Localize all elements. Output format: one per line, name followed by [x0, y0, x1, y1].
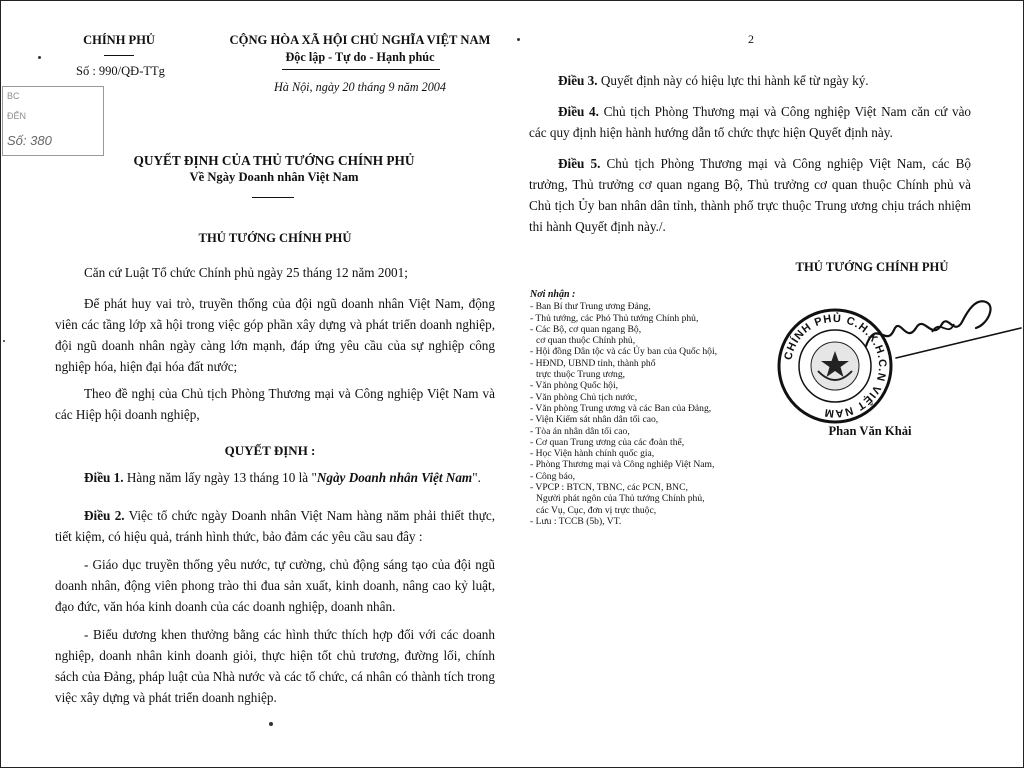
recipient-item: - Các Bộ, cơ quan ngang Bộ,: [530, 323, 642, 335]
article-4-label: Điều 4.: [558, 104, 599, 119]
article-2-label: Điều 2.: [84, 508, 125, 523]
recipient-item: cơ quan thuộc Chính phủ,: [536, 335, 636, 347]
recipient-item: các Vụ, Cục, đơn vị trực thuộc,: [536, 504, 657, 516]
place-date: Hà Nội, ngày 20 tháng 9 năm 2004: [274, 80, 446, 94]
article-1-text: Hàng năm lấy ngày 13 tháng 10 là ": [126, 470, 317, 485]
signer-title: THỦ TƯỚNG CHÍNH PHỦ: [795, 260, 949, 274]
seal-text: CHÍNH PHỦ C.H.X.H.C.N VIỆT NAM: [782, 312, 889, 420]
agency-underline: [104, 55, 134, 56]
recipient-item: - Thủ tướng, các Phó Thủ tướng Chính phủ,: [530, 312, 699, 324]
scan-speck: [269, 722, 273, 726]
motto-underline: [282, 69, 440, 70]
recipient-item: - Viện Kiểm sát nhân dân tối cao,: [530, 414, 659, 426]
recipient-item: - Cơ quan Trung ương của các đoàn thể,: [530, 436, 685, 448]
recipient-item: - Phòng Thương mại và Công nghiệp Việt Nam,: [530, 459, 715, 471]
recipient-item: - Hội đồng Dân tộc và các Ủy ban của Quốc hội,: [530, 346, 718, 358]
document-title: QUYẾT ĐỊNH CỦA THỦ TƯỚNG CHÍNH PHỦ: [133, 153, 415, 168]
decision-heading: QUYẾT ĐỊNH :: [224, 443, 316, 458]
article-3-label: Điều 3.: [558, 73, 598, 88]
recipient-item: - Tòa án nhân dân tối cao,: [530, 425, 630, 437]
legal-basis-2: Để phát huy vai trò, truyền thống của đội ngũ doanh nhân Việt Nam, động viên các tầng lớp xã hội trong việc góp phần xây dựng và phát triển doanh nghiệp, đội ngũ doanh nhân ngày càng lớn mạnh, đáp ứng yêu cầu của sự nghiệp công nghiệp hóa, hiện đại hóa đất nước;: [55, 296, 495, 374]
recipient-item: Người phát ngôn của Thủ tướng Chính phủ,: [536, 493, 705, 505]
article-3: [529, 70, 969, 91]
article-2: [55, 505, 495, 547]
article-2-item-a: - Giáo dục truyền thống yêu nước, tự cường, chủ động sáng tạo của đội ngũ doanh nhân, động viên phong trào thi đua sản xuất, kinh doanh, nâng cao kỷ luật, đạo đức, văn hóa kinh doanh của các doanh nghiệp, doanh nhân.: [55, 557, 495, 614]
page-number: 2: [748, 32, 754, 46]
article-5: [529, 153, 971, 237]
recipients-list: [530, 289, 780, 527]
received-stamp: [2, 86, 104, 156]
recipient-item: - HĐND, UBND tỉnh, thành phố: [530, 357, 656, 369]
recipient-item: - Văn phòng Trung ương và các Ban của Đảng,: [530, 402, 712, 414]
article-4-text: Chủ tịch Phòng Thương mại và Công nghiệp Việt Nam căn cứ vào các quy định hiện hành hướng dẫn tổ chức thực hiện Quyết định này.: [529, 104, 972, 140]
article-5-text: Chủ tịch Phòng Thương mại và Công nghiệp Việt Nam, các Bộ trưởng, Thủ trưởng cơ quan ngang Bộ, Thủ trưởng cơ quan thuộc Chính phủ và Chủ tịch Ủy ban nhân dân tỉnh, thành phố trực thuộc Trung ương chịu trách nhiệm thi hành Quyết định này./.: [529, 156, 972, 234]
agency-name: CHÍNH PHỦ: [83, 33, 155, 47]
stamp-line-1: BC: [7, 91, 20, 101]
article-2-text: Việc tổ chức ngày Doanh nhân Việt Nam hàng năm phải thiết thực, tiết kiệm, có hiệu quả, tránh hình thức, bảo đảm các yêu cầu sau đây :: [55, 508, 495, 544]
article-2-item-b: - Biểu dương khen thưởng bằng các hình thức thích hợp đối với các doanh nghiệp, doanh nhân kinh doanh giỏi, thực hiện tốt chủ trương, đường lối, chính sách của Đảng, pháp luật của Nhà nước và các tổ chức, cá nhân có thành tích trong việc xây dựng và phát triển doanh nghiệp.: [55, 627, 495, 705]
scan-speck: [38, 56, 41, 59]
issuer-heading: THỦ TƯỚNG CHÍNH PHỦ: [198, 231, 352, 245]
signature-icon: [836, 288, 1022, 372]
article-5-label: Điều 5.: [558, 156, 601, 171]
document-subtitle: Về Ngày Doanh nhân Việt Nam: [189, 170, 359, 184]
article-1-end: ".: [472, 470, 481, 485]
legal-basis-3: Theo đề nghị của Chủ tịch Phòng Thương mại và Công nghiệp Việt Nam và các Hiệp hội doanh nghiệp,: [55, 386, 495, 422]
recipient-item: - Văn phòng Quốc hội,: [530, 380, 619, 392]
article-4: [529, 101, 971, 143]
motto: Độc lập - Tự do - Hạnh phúc: [285, 50, 435, 64]
recipients-title: Nơi nhận :: [530, 289, 576, 300]
subtitle-underline: [252, 197, 294, 198]
document-number: Số : 990/QĐ-TTg: [76, 64, 165, 78]
stamp-line-3: Số: 380: [7, 133, 52, 148]
recipient-item: - Công báo,: [530, 470, 576, 482]
signer-name: Phan Văn Khải: [828, 424, 912, 438]
legal-basis-1: Căn cứ Luật Tổ chức Chính phủ ngày 25 tháng 12 năm 2001;: [84, 265, 408, 280]
article-3-text: Quyết định này có hiệu lực thi hành kể từ ngày ký.: [600, 73, 869, 88]
recipient-item: - Ban Bí thư Trung ương Đảng,: [530, 301, 651, 313]
recipient-item: - Lưu : TCCB (5b), VT.: [530, 515, 622, 527]
recipient-item: - Học Viện hành chính quốc gia,: [530, 448, 655, 460]
article-1-label: Điều 1.: [84, 470, 124, 485]
scan-speck: [3, 340, 5, 342]
recipient-item: trực thuộc Trung ương,: [536, 369, 626, 381]
country-name: CỘNG HÒA XÃ HỘI CHỦ NGHĨA VIỆT NAM: [229, 33, 491, 47]
stamp-line-2: ĐẾN: [7, 111, 27, 121]
scan-speck: [517, 38, 520, 41]
article-1-quote: Ngày Doanh nhân Việt Nam: [316, 470, 473, 485]
recipient-item: - Văn phòng Chủ tịch nước,: [530, 391, 638, 403]
article-1: [84, 467, 494, 488]
recipient-item: - VPCP : BTCN, TBNC, các PCN, BNC,: [530, 482, 688, 494]
